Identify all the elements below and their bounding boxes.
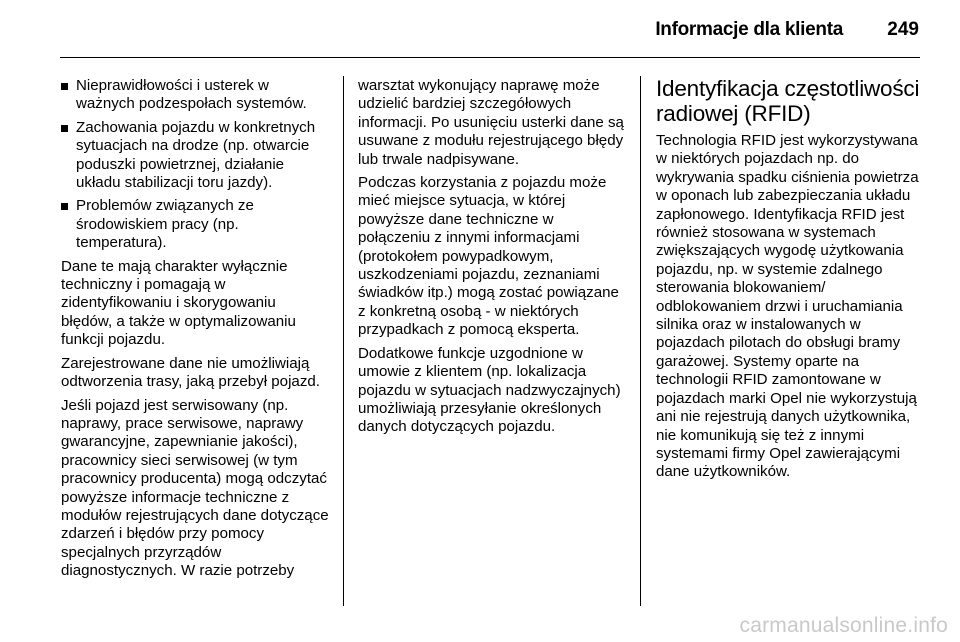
- paragraph: Podczas korzystania z pojazdu może mieć miejsce sytuacja, w której powyższe dane techniczne w połączeniu z innymi informacjami (protokołem powypadkowym, uszkodzeniami pojazdu, zeznaniami świadków itp.) mogą zostać powiązane z konkretną osobą - w niektórych przypadkach z pomocą eksperta.: [358, 174, 619, 339]
- section-heading: Identyfikacja częstotliwości radiowej (RFID): [656, 76, 920, 126]
- column-divider: [343, 76, 344, 606]
- bullet-icon: [61, 203, 68, 210]
- header-title: Informacje dla klienta: [655, 19, 843, 40]
- paragraph: warsztat wykonujący naprawę może udzielić bardziej szczegółowych informacji. Po usunięciu usterki dane są usuwane z modułu rejestrującego błędy lub trwale nadpisywane.: [358, 77, 624, 168]
- paragraph: Technologia RFID jest wykorzystywana w niektórych pojazdach np. do wykrywania spadku ciśnienia powietrza w oponach lub zabezpieczania układu zapłonowego. Identyfikacja RFID jest również stosowana w systemach zwiększających wygodę użytkowania pojazdu, np. w systemie zdalnego sterowania blokowaniem/ odblokowaniem drzwi i uruchamiania silnika oraz w instalowanych w pojazdach pilotach do obsługi bramy garażowej. Systemy oparte na technologii RFID zamontowane w pojazdach marki Opel nie wykorzystują ani nie rejestrują danych użytkownika, nie komunikują się też z innymi systemami firmy Opel zawierającymi dane użytkowników.: [656, 132, 919, 481]
- list-item: Nieprawidłowości i usterek w ważnych podzespołach systemów.: [61, 77, 331, 114]
- paragraph: Jeśli pojazd jest serwisowany (np. naprawy, prace serwisowe, naprawy gwarancyjne, zapewnianie jakości), pracownicy sieci serwisowej (w tym pracownicy producenta) mogą odczytać powyższe informacje techniczne z modułów rejestrujących dane dotyczące zdarzeń i błędów przy pomocy specjalnych przyrządów diagnostycznych. W razie potrzeby: [61, 396, 329, 580]
- list-item: Problemów związanych ze środowiskiem pracy (np. temperatura).: [61, 197, 331, 252]
- paragraph: Dane te mają charakter wyłącznie techniczny i pomagają w zidentyfikowaniu i skorygowaniu błędów, a także w optymalizowaniu funkcji pojazdu.: [61, 257, 296, 349]
- list-item: Zachowania pojazdu w konkretnych sytuacjach na drodze (np. otwarcie poduszki powietrznej, działanie układu stabilizacji toru jazdy).: [61, 119, 331, 193]
- page-number: 249: [887, 19, 919, 40]
- column-divider: [640, 76, 641, 606]
- page-header: [0, 0, 960, 58]
- column-1: [61, 74, 331, 586]
- bullet-icon: [61, 83, 68, 90]
- bullet-list: [61, 77, 331, 253]
- header-divider: [60, 57, 920, 58]
- column-3: [656, 77, 924, 487]
- paragraph: Zarejestrowane dane nie umożliwiają odtworzenia trasy, jaką przebył pojazd.: [61, 354, 320, 391]
- paragraph: Dodatkowe funkcje uzgodnione w umowie z klientem (np. lokalizacja pojazdu w sytuacjach nadzwyczajnych) umożliwiają przesyłanie określonych danych dotyczących pojazdu.: [358, 344, 621, 436]
- bullet-icon: [61, 125, 68, 132]
- column-2: [358, 77, 628, 442]
- watermark: carmanualsonline.info: [739, 614, 948, 637]
